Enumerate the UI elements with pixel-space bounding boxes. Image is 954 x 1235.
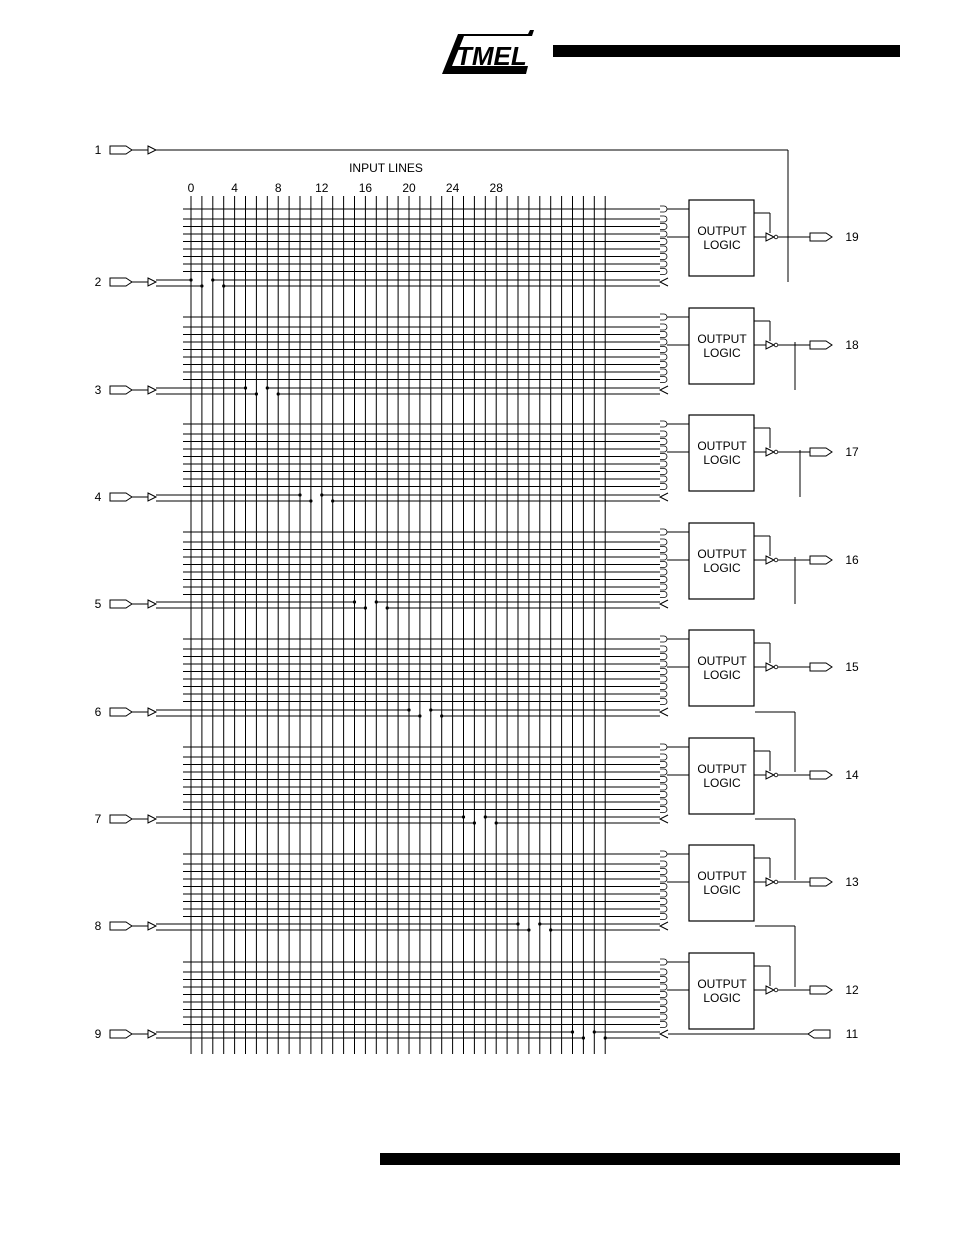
and-gate [660,899,667,905]
input-pin-label-9: 9 [94,1027,102,1041]
and-gate [660,861,667,867]
junction [277,392,280,395]
junction [407,708,410,711]
and-gate [660,261,667,267]
output-pin-14 [810,771,832,779]
feedback-buffer [660,493,668,501]
output-pin-label-17: 17 [845,445,859,459]
and-gate [660,584,667,590]
output-buffer [766,556,774,564]
and-gate [660,454,667,460]
and-gate [660,216,667,222]
output-buffer [766,341,774,349]
output-pin-label-13: 13 [845,875,859,889]
output-buffer [766,448,774,456]
output-pin-label-14: 14 [845,768,859,782]
junction [375,600,378,603]
output-buffer [766,986,774,994]
input-pin-label-6: 6 [94,705,102,719]
output-buffer [766,233,774,241]
and-gate [660,446,667,452]
junction [418,714,421,717]
and-gate [660,332,667,338]
junction [538,922,541,925]
and-gate [660,851,667,857]
and-gate [660,914,667,920]
output-logic-label-2: LOGIC [703,346,741,360]
and-gate [660,959,667,965]
and-gate [660,206,667,212]
input-buffer-3 [148,386,156,394]
output-logic-label-1: OUTPUT [697,869,747,883]
junction [331,499,334,502]
input-pin-1 [110,146,132,154]
junction [516,922,519,925]
and-gate [660,884,667,890]
output-pin-19 [810,233,832,241]
input-buffer-5 [148,600,156,608]
and-gate [660,476,667,482]
input-pin-label-3: 3 [94,383,102,397]
and-gate [660,431,667,437]
output-buffer [766,771,774,779]
column-label-12: 12 [315,181,329,195]
and-gate [660,239,667,245]
output-logic-label-2: LOGIC [703,776,741,790]
input-pin-2 [110,278,132,286]
and-gate [660,977,667,983]
and-gate [660,661,667,667]
junction [298,493,301,496]
and-gate [660,636,667,642]
and-gate [660,324,667,330]
output-pin-label-19: 19 [845,230,859,244]
feedback-buffer [660,278,668,286]
feedback-buffer [660,386,668,394]
input-buffer-1 [148,146,156,154]
footer-bar [380,1153,900,1165]
column-label-16: 16 [358,181,373,195]
and-gate [660,762,667,768]
and-gate [660,754,667,760]
output-logic-label-2: LOGIC [703,561,741,575]
junction [200,284,203,287]
output-logic-label-2: LOGIC [703,238,741,252]
input-buffer-9 [148,1030,156,1038]
pin-11-input [808,1030,830,1038]
input-pin-label-1: 1 [94,143,102,157]
and-gate [660,224,667,230]
input-buffer-6 [148,708,156,716]
junction [571,1030,574,1033]
input-pin-label-2: 2 [94,275,102,289]
and-gate [660,654,667,660]
and-gate [660,769,667,775]
column-label-20: 20 [402,181,416,195]
and-gate [660,377,667,383]
and-gate [660,469,667,475]
junction [549,928,552,931]
and-gate [660,529,667,535]
junction [266,386,269,389]
and-gate [660,246,667,252]
and-gate [660,362,667,368]
junction [593,1030,596,1033]
and-gate [660,906,667,912]
input-pin-9 [110,1030,132,1038]
and-gate [660,691,667,697]
and-gate [660,562,667,568]
output-logic-label-1: OUTPUT [697,224,747,238]
junction [222,284,225,287]
and-gate [660,1007,667,1013]
output-pin-label-18: 18 [845,338,859,352]
and-gate [660,699,667,705]
junction [495,821,498,824]
output-logic-label-1: OUTPUT [697,762,747,776]
and-gate [660,646,667,652]
and-gate [660,891,667,897]
output-pin-label-16: 16 [845,553,859,567]
junction [364,606,367,609]
and-gate [660,869,667,875]
and-gate [660,807,667,813]
and-gate [660,554,667,560]
and-gate [660,577,667,583]
output-pin-12 [810,986,832,994]
and-gate [660,676,667,682]
and-gate [660,269,667,275]
output-buffer [766,878,774,886]
input-grid [191,196,605,1054]
junction [484,815,487,818]
output-logic-label-1: OUTPUT [697,654,747,668]
and-gate [660,799,667,805]
output-logic-label-1: OUTPUT [697,547,747,561]
column-label-24: 24 [445,181,460,195]
and-gate [660,569,667,575]
column-label-4: 4 [231,181,238,195]
and-gate [660,347,667,353]
column-label-0: 0 [187,181,195,195]
output-pin-13 [810,878,832,886]
feedback-buffer [660,1030,668,1038]
junction [386,606,389,609]
junction [440,714,443,717]
junction [429,708,432,711]
column-label-28: 28 [489,181,503,195]
input-buffer-7 [148,815,156,823]
junction [473,821,476,824]
feedback-buffer [660,922,668,930]
junction [189,278,192,281]
junction [255,392,258,395]
input-buffer-2 [148,278,156,286]
and-gate [660,992,667,998]
and-gate [660,484,667,490]
input-pin-5 [110,600,132,608]
output-logic-label-2: LOGIC [703,453,741,467]
and-gate [660,669,667,675]
feedback-buffer [660,600,668,608]
input-pin-label-7: 7 [94,812,102,826]
and-gate [660,984,667,990]
input-pin-label-8: 8 [94,919,102,933]
input-pin-8 [110,922,132,930]
output-logic-label-2: LOGIC [703,668,741,682]
input-pin-6 [110,708,132,716]
output-logic-label-2: LOGIC [703,991,741,1005]
and-gate [660,461,667,467]
feedback-buffer [660,815,668,823]
junction [604,1036,607,1039]
output-pin-18 [810,341,832,349]
output-pin-16 [810,556,832,564]
and-gate [660,539,667,545]
input-lines-label: INPUT LINES [349,161,423,175]
input-pin-3 [110,386,132,394]
junction [462,815,465,818]
and-gate [660,969,667,975]
and-gate [660,354,667,360]
pin-label-11: 11 [845,1027,859,1041]
junction [211,278,214,281]
output-logic-label-1: OUTPUT [697,439,747,453]
junction [353,600,356,603]
column-label-8: 8 [274,181,282,195]
and-gate [660,744,667,750]
and-gate [660,876,667,882]
output-buffer [766,663,774,671]
junction [309,499,312,502]
input-pin-4 [110,493,132,501]
and-gate [660,684,667,690]
and-gate [660,254,667,260]
and-gate [660,999,667,1005]
junction [320,493,323,496]
input-pin-7 [110,815,132,823]
output-pin-17 [810,448,832,456]
feedback-buffer [660,708,668,716]
and-gate [660,369,667,375]
and-gate [660,421,667,427]
input-pin-label-5: 5 [94,597,102,611]
output-pin-label-12: 12 [845,983,859,997]
and-gate [660,792,667,798]
junction [527,928,530,931]
output-pin-15 [810,663,832,671]
input-buffer-8 [148,922,156,930]
column-labels [188,181,504,195]
output-pin-label-15: 15 [845,660,859,674]
and-gate [660,547,667,553]
and-gate [660,314,667,320]
junction [244,386,247,389]
junction [582,1036,585,1039]
and-gate [660,592,667,598]
output-logic-label-2: LOGIC [703,883,741,897]
input-pin-label-4: 4 [94,490,102,504]
and-gate [660,439,667,445]
and-gate [660,777,667,783]
and-gate [660,1022,667,1028]
output-logic-label-1: OUTPUT [697,977,747,991]
and-gate [660,1014,667,1020]
and-gate [660,339,667,345]
svg-text:TMEL: TMEL [456,41,527,71]
and-gate [660,231,667,237]
input-buffer-4 [148,493,156,501]
and-gate [660,784,667,790]
output-logic-label-1: OUTPUT [697,332,747,346]
